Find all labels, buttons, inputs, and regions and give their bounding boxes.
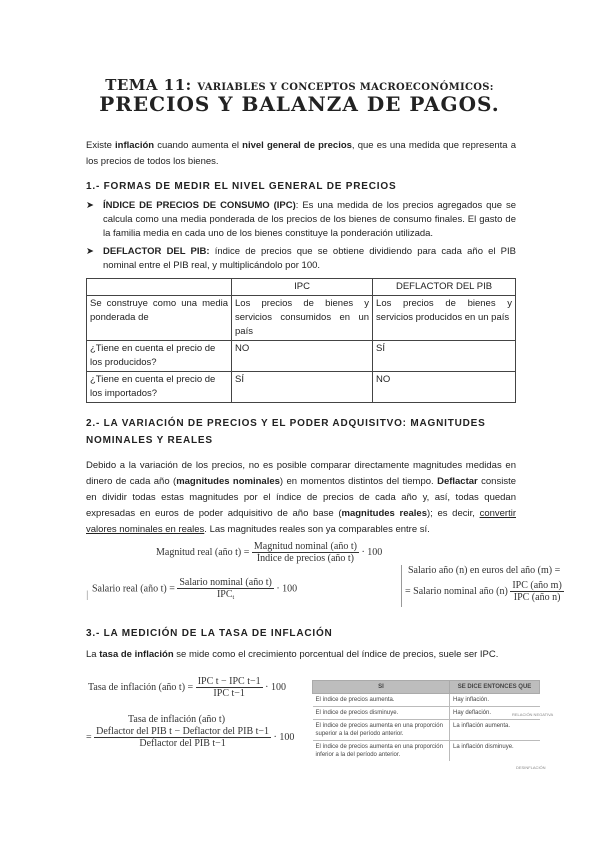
bullet-ipc: ➤ ÍNDICE DE PRECIOS DE CONSUMO (IPC): Es una medida de los precios agregados que se calcula como una media ponderada de los precios de los bienes de consumo finales. El gasto de la familia media en cada uno de los bienes constituye la ponderación utilizada. <box>86 200 516 239</box>
margin-note: RELACIÓN NEGATIVA <box>512 712 554 717</box>
section-2-paragraph: Debido a la variación de los precios, no es posible comparar directamente magnitudes medidas en dinero de cada año (magnitudes nominales) en momentos distintos del tiempo. Deflactar consiste en dividir todas estas magnitudes por el índice de precios de cada año y, así, todas quedan expresadas en euros de poder adquisitivo de año base (magnitudes reales); es decir, convertir valores nominales en reales. Las magnitudes reales son ya comparables entre sí. <box>86 460 517 535</box>
table-row: El índice de precios aumenta. Hay inflación. <box>313 694 540 707</box>
section-3-heading: 3.- LA MEDICIÓN DE LA TASA DE INFLACIÓN <box>86 628 333 639</box>
formula-salario-euros: = Salario nominal año (n) $\frac{\text{IPC (año m)}}{\text{IPC (año n)}}$ <box>405 580 562 603</box>
term-nivel-general: nivel general de precios <box>242 140 352 151</box>
arrow-bullet-icon: ➤ <box>86 200 94 211</box>
formula-salario-real: Salario real (año t) = $\frac{\text{Salario nominal (año t)}}{IPC_t}$ · 100 <box>92 577 298 601</box>
table-row: ¿Tiene en cuenta el precio de los importados? SÍ NO <box>87 372 516 403</box>
formula-tasa-deflactor-line1: Tasa de inflación (año t) <box>128 714 226 725</box>
table-row: Se construye como una media ponderada de Los precios de bienes y servicios consumidos en un país Los precios de bienes y servicios producidos en un país <box>87 296 516 341</box>
inflation-table <box>312 680 540 761</box>
title-topic: TEMA 11: <box>105 76 192 94</box>
formula-salario-euros-line1: Salario año (n) en euros del año (m) = <box>408 565 561 576</box>
table-header-row: IPC DEFLACTOR DEL PIB <box>87 279 516 296</box>
title-subtitle: VARIABLES Y CONCEPTOS MACROECONÓMICOS: <box>197 82 494 93</box>
separator-line <box>401 565 402 607</box>
section-3-paragraph: La tasa de inflación se mide como el crecimiento porcentual del índice de precios, suele ser IPC. <box>86 649 499 660</box>
table-row: El índice de precios disminuye. Hay deflación. <box>313 707 540 720</box>
table-row: El índice de precios aumenta en una proporción superior a la del período anterior. La inflación aumenta. <box>313 720 540 741</box>
margin-note: DESINFLACIÓN <box>516 765 546 770</box>
intro-paragraph: Existe inflación cuando aumenta el nivel general de precios, que es una medida que representa a los precios de todos los bienes. <box>86 140 516 167</box>
ipc-vs-deflactor-table <box>86 278 516 403</box>
arrow-bullet-icon: ➤ <box>86 246 94 257</box>
table-header-row: SI SE DICE ENTONCES QUE <box>313 681 540 694</box>
term-inflacion: inflación <box>115 140 155 151</box>
section-1-heading: 1.- FORMAS DE MEDIR EL NIVEL GENERAL DE PRECIOS <box>86 181 397 192</box>
formula-tasa-deflactor: = $\frac{\text{Deflactor del PIB t − Deflactor del PIB t−1}}{\text{Deflactor del PIB t−1}}$ · 100 <box>86 726 295 749</box>
table-row: ¿Tiene en cuenta el precio de los producidos? NO SÍ <box>87 341 516 372</box>
table-row: El índice de precios aumenta en una proporción inferior a la del período anterior. La inflación disminuye. <box>313 741 540 762</box>
title-line-2: PRECIOS Y BALANZA DE PAGOS. <box>99 92 500 116</box>
section-2-heading: 2.- LA VARIACIÓN DE PRECIOS Y EL PODER ADQUISITVO: MAGNITUDES NOMINALES Y REALES <box>86 418 486 446</box>
formula-tasa-ipc: Tasa de inflación (año t) = $\frac{\text{IPC t − IPC t−1}}{\text{IPC t−1}}$ · 100 <box>88 676 286 699</box>
bullet-deflactor: ➤ DEFLACTOR DEL PIB: índice de precios que se obtiene dividiendo para cada año el PIB nominal entre el PIB real, y multiplicándolo por 100. <box>86 246 516 271</box>
formula-magnitud-real: Magnitud real (año t) = $\frac{\text{Magnitud nominal (año t)}}{\text{Índice de precios (año t)}}$ · 100 <box>156 541 383 564</box>
margin-mark: | <box>86 590 89 601</box>
